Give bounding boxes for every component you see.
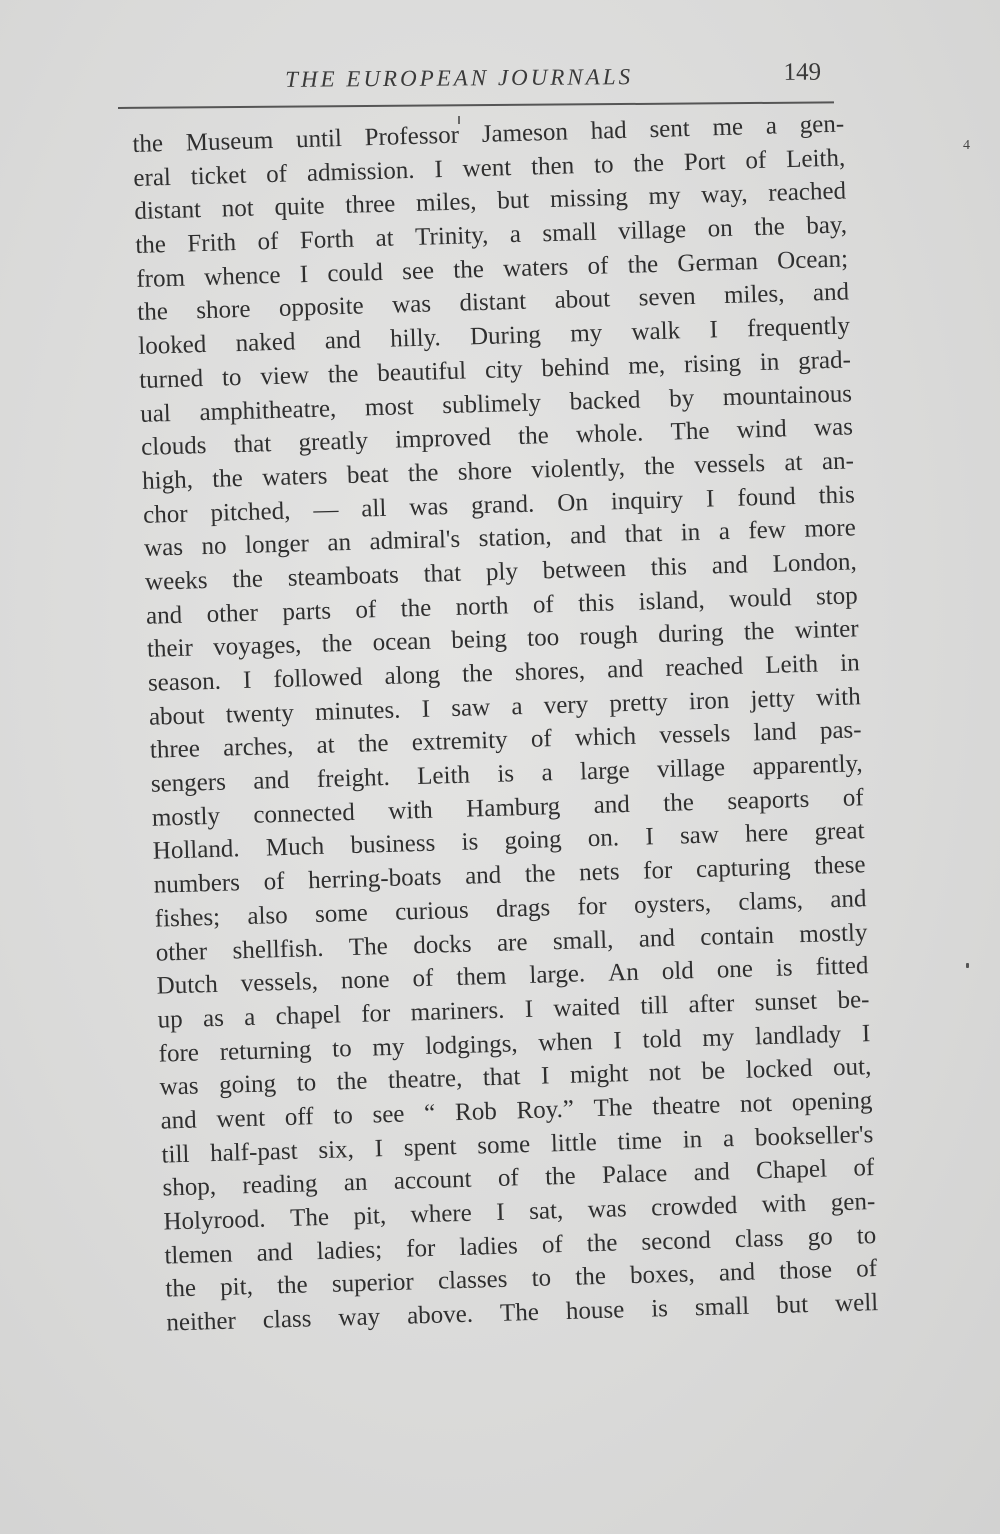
text-line: about twenty minutes. I saw a very pretty iron jetty with bbox=[148, 682, 861, 731]
text-line: and other parts of the north of this island, would stop bbox=[145, 581, 859, 630]
page-number: 149 bbox=[783, 58, 822, 86]
text-line: from whence I could see the waters of the German Ocean; bbox=[135, 245, 849, 293]
text-line: turned to view the beautiful city behind me, rising in grad- bbox=[138, 346, 852, 394]
text-line: eral ticket of admission. I went then to the Port of Leith, bbox=[133, 144, 846, 192]
text-line: neither class way above. The house is small but well bbox=[166, 1289, 879, 1337]
text-line: was going to the theatre, that I might not be locked out, bbox=[159, 1053, 872, 1101]
text-line: chor pitched, — all was grand. On inquiry I found this bbox=[142, 480, 856, 529]
text-line: till half-past six, I spent some little time in a bookseller's bbox=[161, 1120, 874, 1169]
text-line: and went off to see “ Rob Roy.” The theatre not opening bbox=[160, 1087, 873, 1135]
text-line: up as a chapel for mariners. I waited till after sunset be- bbox=[157, 986, 870, 1034]
text-line: sengers and freight. Leith is a large village apparently, bbox=[150, 750, 863, 798]
text-line: fishes; also some curious drags for oysters, clams, and bbox=[154, 884, 867, 933]
text-line: tlemen and ladies; for ladies of the second class go to bbox=[164, 1221, 877, 1270]
margin-dot bbox=[966, 963, 969, 968]
text-line: other shellfish. The docks are small, and contain mostly bbox=[155, 918, 868, 967]
body-text bbox=[132, 107, 879, 1340]
text-line: the shore opposite was distant about seven miles, and bbox=[136, 278, 850, 327]
text-line: ual amphitheatre, most sublimely backed by mountainous bbox=[139, 379, 853, 428]
header-rule bbox=[118, 101, 834, 109]
margin-mark: 4 bbox=[963, 138, 970, 153]
text-line: mostly connected with Hamburg and the seaports of bbox=[151, 783, 864, 832]
running-head bbox=[135, 57, 835, 102]
text-line: Holland. Much business is going on. I saw here great bbox=[152, 817, 865, 866]
text-line: shop, reading an account of the Palace and Chapel of bbox=[162, 1154, 875, 1202]
text-line: was no longer an admiral's station, and that in a few more bbox=[143, 514, 857, 563]
text-line: fore returning to my lodgings, when I told my landlady I bbox=[158, 1019, 871, 1068]
text-line: looked naked and hilly. During my walk I frequently bbox=[137, 312, 851, 361]
text-line: the Frith of Forth at Trinity, a small village on the bay, bbox=[134, 211, 848, 260]
running-title: THE EUROPEAN JOURNALS bbox=[285, 64, 634, 92]
text-line: the pit, the superior classes to the boxes, and those of bbox=[165, 1255, 878, 1303]
text-line: distant not quite three miles, but missing my way, reached bbox=[134, 177, 847, 226]
text-line: high, the waters beat the shore violently, the vessels at an- bbox=[141, 447, 855, 495]
text-line: weeks the steamboats that ply between this and London, bbox=[144, 548, 858, 596]
text-line: Dutch vessels, none of them large. An old one is fitted bbox=[156, 952, 869, 1000]
text-line: numbers of herring-boats and the nets for capturing these bbox=[153, 851, 866, 899]
text-line: Holyrood. The pit, where I sat, was crowded with gen- bbox=[163, 1188, 876, 1236]
text-line: season. I followed along the shores, and reached Leith in bbox=[147, 649, 861, 697]
text-line: their voyages, the ocean being too rough during the winter bbox=[146, 615, 860, 664]
text-line: three arches, at the extremity of which vessels land pas- bbox=[149, 716, 862, 765]
text-line: clouds that greatly improved the whole. The wind was bbox=[140, 413, 854, 462]
text-line: the Museum until Professor Jameson had sent me a gen- bbox=[132, 110, 845, 158]
